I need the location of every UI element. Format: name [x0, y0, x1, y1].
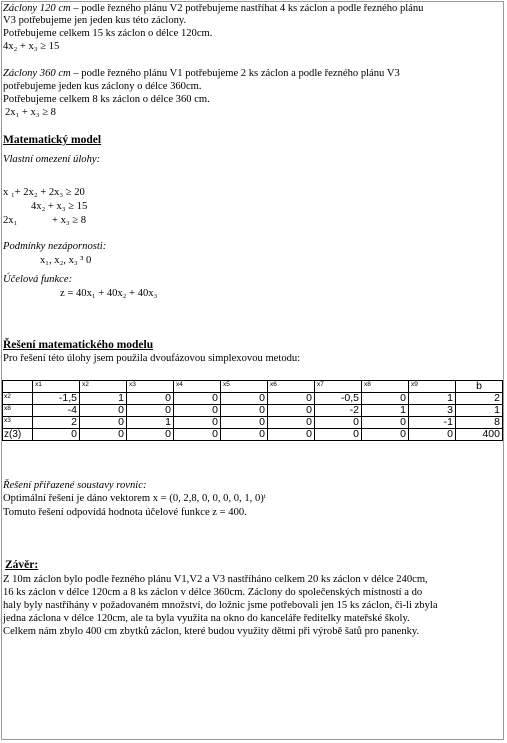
table-cell: 0 [127, 393, 174, 405]
table-cell: 0 [268, 417, 315, 429]
paragraph-line [3, 68, 400, 80]
table-cell: -2 [315, 405, 362, 417]
objective-function: z = 40x₁ + 40x₂ + 40x₃ [60, 288, 158, 299]
section-heading: Matematický model [3, 134, 102, 146]
table-cell: 1 [362, 405, 409, 417]
curtain-120-label: Záclony 120 cm [3, 3, 71, 14]
table-cell: 2 [33, 417, 80, 429]
row-label: x3 [3, 417, 33, 429]
table-header-row [3, 381, 503, 393]
table-cell: 0 [221, 393, 268, 405]
table-header-cell: x2 [80, 381, 127, 393]
inequality: 2x₁ + x₃ ≥ 8 [5, 107, 56, 118]
conclusion-line: Z 10m záclon bylo podle řezného plánu V1,V2 a V3 nastříháno celkem 20 ks záclon v délce 240cm, [3, 574, 428, 585]
table-cell: 0 [221, 429, 268, 441]
paragraph-line: Pro řešení této úlohy jsem použila dvoufázovou simplexovou metodu: [3, 353, 301, 364]
table-cell: 0 [174, 405, 221, 417]
table-cell: 0 [174, 393, 221, 405]
row-label: x8 [3, 405, 33, 417]
table-cell: 1 [127, 417, 174, 429]
objective-value: Tomuto řešení odpovídá hodnota účelové funkce z = 400. [3, 507, 247, 518]
paragraph-line: Potřebujeme celkem 15 ks záclon o délce 120cm. [3, 28, 213, 39]
table-cell: 0 [268, 429, 315, 441]
table-cell: 0 [80, 429, 127, 441]
table-cell: -1 [409, 417, 456, 429]
paragraph-text: – podle řezného plánu V2 potřebujeme nastříhat 4 ks záclon a podle řezného plánu [70, 3, 424, 14]
table-header-cell: x3 [127, 381, 174, 393]
table-cell: -4 [33, 405, 80, 417]
table-cell: -1,5 [33, 393, 80, 405]
table-header-cell: x8 [362, 381, 409, 393]
table-cell: 0 [315, 429, 362, 441]
table-header-cell: x7 [315, 381, 362, 393]
conclusion-line: haly byly nastříhány v požadovaném množství, do ložnic jsme potřebovali jen 15 ks záclon, či-li zbyla [3, 600, 438, 611]
constraint-3-lhs: 2x₁ [3, 215, 18, 226]
table-cell: 0 [362, 429, 409, 441]
table-cell: 0 [127, 429, 174, 441]
conclusion-line: 16 ks záclon v délce 120cm a 8 ks záclon v délce 360cm. Záclony do společenských místností a do [3, 587, 423, 598]
table-header-cell [3, 381, 33, 393]
table-cell: 0 [80, 405, 127, 417]
table-cell: -0,5 [315, 393, 362, 405]
row-label: x2 [3, 393, 33, 405]
paragraph-line: V3 potřebujeme jen jeden kus této záclony. [3, 15, 187, 26]
table-cell: 0 [315, 417, 362, 429]
paragraph-line: Potřebujeme celkem 8 ks záclon o délce 360 cm. [3, 94, 210, 105]
table-cell: 0 [362, 393, 409, 405]
subheading: Řešení přiřazené soustavy rovnic: [3, 480, 147, 491]
table-cell: 0 [174, 429, 221, 441]
table-header-cell: x1 [33, 381, 80, 393]
simplex-table [2, 380, 503, 441]
subheading: Vlastní omezení úlohy: [3, 154, 101, 165]
table-cell: 0 [80, 417, 127, 429]
constraint-1: x ₁+ 2x₂ + 2x₃ ≥ 20 [3, 187, 85, 198]
table-cell: 3 [409, 405, 456, 417]
paragraph-text: – podle řezného plánu V1 potřebujeme 2 ks záclon a podle řezného plánu V3 [70, 68, 400, 79]
table-row [3, 393, 503, 405]
conclusion-line: jedna záclona v délce 120cm, ale ta byla využita na okno do kanceláře ředitelky mateřské školy. [3, 613, 410, 624]
table-row [3, 417, 503, 429]
paragraph-line [3, 3, 423, 15]
conclusion-heading: Závěr: [5, 559, 39, 571]
subheading: Účelová funkce: [3, 274, 73, 285]
table-header-cell: x9 [409, 381, 456, 393]
table-cell: 0 [221, 405, 268, 417]
curtain-360-label: Záclony 360 cm [3, 68, 71, 79]
conclusion-line: Celkem nám zbylo 400 cm zbytků záclon, které budou využity dětmi při výrobě šatů pro panenky. [3, 626, 420, 637]
section-heading: Řešení matematického modelu [3, 339, 154, 351]
constraint-2: 4x₂ + x₃ ≥ 15 [31, 201, 88, 212]
nonnegativity: x₁, x₂, x₃ ³ 0 [40, 255, 92, 266]
table-cell: 0 [268, 405, 315, 417]
table-cell: 0 [174, 417, 221, 429]
table-header-cell: x6 [268, 381, 315, 393]
table-cell: 1 [456, 405, 503, 417]
inequality: 4x₂ + x₃ ≥ 15 [3, 41, 60, 52]
table-cell: 1 [409, 393, 456, 405]
constraint-3-rhs: + x₃ ≥ 8 [52, 215, 87, 226]
row-label: z(3) [3, 429, 33, 441]
table-cell: 0 [221, 417, 268, 429]
table-cell: 400 [456, 429, 503, 441]
paragraph-line: potřebujeme jeden kus záclony o délce 360cm. [3, 81, 202, 92]
subheading: Podmínky nezápornosti: [3, 241, 107, 252]
table-header-cell: b [456, 381, 503, 393]
table-cell: 2 [456, 393, 503, 405]
table-cell: 0 [362, 417, 409, 429]
table-cell: 0 [409, 429, 456, 441]
table-row [3, 405, 503, 417]
table-cell: 1 [80, 393, 127, 405]
table-header-cell: x5 [221, 381, 268, 393]
table-cell: 0 [33, 429, 80, 441]
table-cell: 8 [456, 417, 503, 429]
optimal-solution: Optimální řešení je dáno vektorem x = (0, 2,8, 0, 0, 0, 0, 1, 0)ᵗ [3, 493, 266, 504]
table-header-cell: x4 [174, 381, 221, 393]
table-cell: 0 [268, 393, 315, 405]
table-cell: 0 [127, 405, 174, 417]
table-row [3, 429, 503, 441]
